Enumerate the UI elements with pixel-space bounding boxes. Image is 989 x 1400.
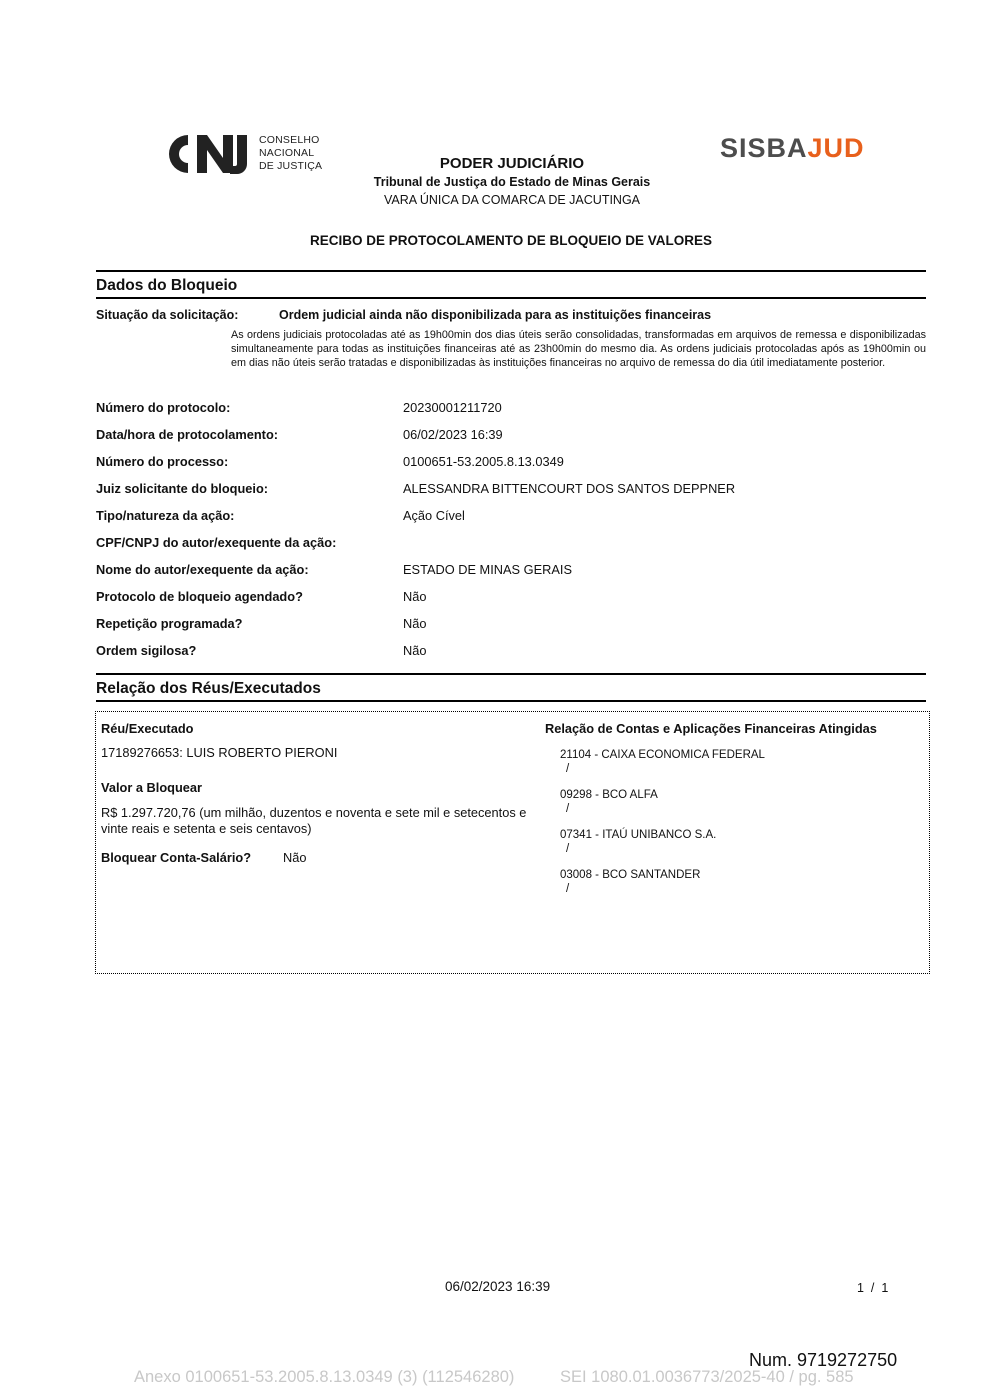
situacao-note: As ordens judiciais protocoladas até as 19h00min dos dias úteis serão consolidadas, transformadas em arquivos de remessa e disponibilizadas simultaneamente para todas as instituições financeiras até as 23h00min do mesmo dia. As ordens judiciais protocoladas após as 19h00min ou em dias não úteis serão tratadas e disponibilizadas às instituições financeiras no arquivo de remessa do dia útil imediatamente posterior. xyxy=(231,329,926,369)
valor-label: Valor a Bloquear xyxy=(101,780,202,795)
header-title: PODER JUDICIÁRIO xyxy=(439,155,585,172)
field-value-data-hora: 06/02/2023 16:39 xyxy=(403,427,503,442)
footer-annex-stamp: Anexo 0100651-53.2005.8.13.0349 (3) (112546280) xyxy=(134,1368,515,1386)
field-value-autor: ESTADO DE MINAS GERAIS xyxy=(403,562,572,577)
field-label-autor: Nome do autor/exequente da ação: xyxy=(96,562,309,577)
bank-name: 21104 - CAIXA ECONOMICA FEDERAL xyxy=(560,749,765,761)
field-value-sigilosa: Não xyxy=(403,643,427,658)
document-header xyxy=(300,155,724,209)
bank-entry xyxy=(560,788,658,816)
conta-salario-label: Bloquear Conta-Salário? xyxy=(101,850,252,865)
col-header-contas: Relação de Contas e Aplicações Financeiras Atingidas xyxy=(545,721,877,736)
field-label-agendado: Protocolo de bloqueio agendado? xyxy=(96,589,303,604)
reus-table xyxy=(95,711,930,974)
bank-entry xyxy=(560,868,700,896)
bank-name: 09298 - BCO ALFA xyxy=(560,789,658,801)
field-label-tipo-acao: Tipo/natureza da ação: xyxy=(96,508,235,523)
bank-detail: / xyxy=(566,843,570,855)
field-label-data-hora: Data/hora de protocolamento: xyxy=(96,427,279,442)
conta-salario-value: Não xyxy=(283,850,307,865)
bank-name: 07341 - ITAÚ UNIBANCO S.A. xyxy=(560,829,717,841)
col-header-reu: Réu/Executado xyxy=(101,721,194,736)
footer-date: 06/02/2023 16:39 xyxy=(445,1279,551,1294)
field-label-cpf-cnpj: CPF/CNPJ do autor/exequente da ação: xyxy=(96,535,337,550)
bank-detail: / xyxy=(566,883,570,895)
reu-name: 17189276653: LUIS ROBERTO PIERONI xyxy=(101,745,338,760)
bank-entry xyxy=(560,748,765,776)
field-label-protocolo: Número do protocolo: xyxy=(96,400,231,415)
field-value-juiz: ALESSANDRA BITTENCOURT DOS SANTOS DEPPNER xyxy=(403,481,736,496)
bank-detail: / xyxy=(566,763,570,775)
field-label-juiz: Juiz solicitante do bloqueio: xyxy=(96,481,269,496)
bank-name: 03008 - BCO SANTANDER xyxy=(560,869,701,881)
document-title: RECIBO DE PROTOCOLAMENTO DE BLOQUEIO DE VALORES xyxy=(309,233,713,248)
section-reus-executados: Relação dos Réus/Executados xyxy=(96,673,926,702)
field-value-agendado: Não xyxy=(403,589,427,604)
sisbajud-logo: SISBAJUD xyxy=(720,133,865,163)
field-value-protocolo: 20230001211720 xyxy=(403,400,502,415)
cnj-logo-mark xyxy=(166,132,252,176)
footer-sei-stamp: SEI 1080.01.0036773/2025-40 / pg. 585 xyxy=(560,1368,854,1386)
field-value-tipo-acao: Ação Cível xyxy=(403,508,465,523)
field-value-processo: 0100651-53.2005.8.13.0349 xyxy=(403,454,564,469)
footer-page-number: 1 / 1 xyxy=(857,1281,889,1295)
situacao-label: Situação da solicitação: xyxy=(96,308,239,322)
field-label-repeticao: Repetição programada? xyxy=(96,616,243,631)
header-vara: VARA ÚNICA DA COMARCA DE JACUTINGA xyxy=(383,193,641,207)
field-label-sigilosa: Ordem sigilosa? xyxy=(96,643,197,658)
header-court: Tribunal de Justiça do Estado de Minas Gerais xyxy=(373,175,651,189)
section-dados-bloqueio: Dados do Bloqueio xyxy=(96,270,926,299)
field-value-repeticao: Não xyxy=(403,616,427,631)
footer-document-number: Num. 9719272750 xyxy=(749,1350,898,1370)
situacao-value: Ordem judicial ainda não disponibilizada para as instituições financeiras xyxy=(279,308,712,322)
valor-value: R$ 1.297.720,76 (um milhão, duzentos e noventa e sete mil e setecentos e vinte reais e setenta e seis centavos) xyxy=(101,805,527,836)
bank-entry xyxy=(560,828,716,856)
bank-detail: / xyxy=(566,803,570,815)
cnj-logo-text: CONSELHO NACIONAL DE JUSTIÇA xyxy=(259,134,323,172)
field-label-processo: Número do processo: xyxy=(96,454,229,469)
